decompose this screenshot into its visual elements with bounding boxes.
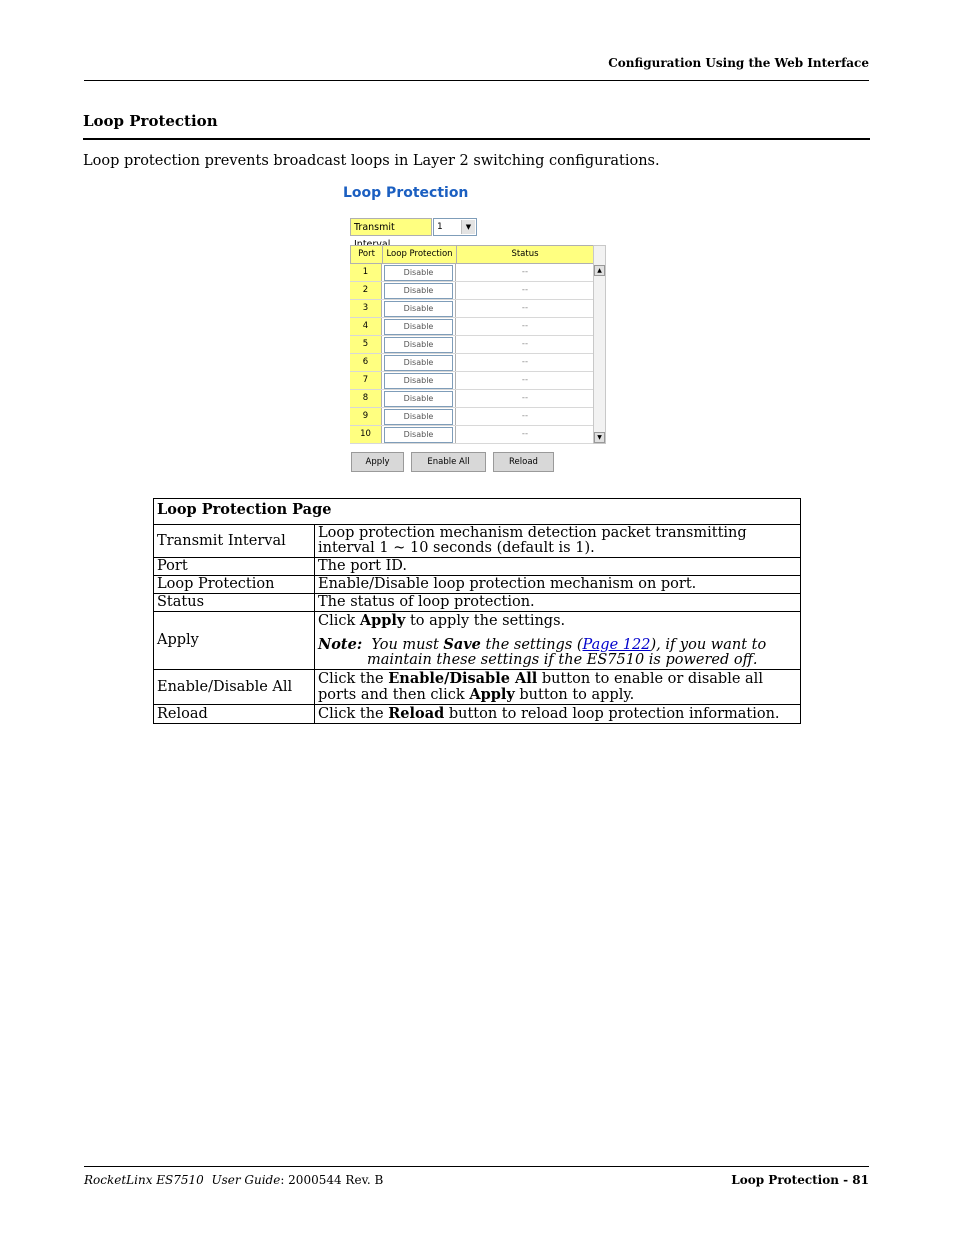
table-row xyxy=(350,354,594,372)
desc-cell: The port ID. xyxy=(315,558,801,576)
table-row xyxy=(154,705,801,724)
table-row xyxy=(154,525,801,558)
port-cell: 2 xyxy=(350,282,382,299)
loop-protection-select[interactable]: Disable xyxy=(384,391,453,407)
table-row xyxy=(154,612,801,670)
loop-protection-select[interactable]: Disable xyxy=(384,427,453,443)
port-cell: 3 xyxy=(350,300,382,317)
header-divider xyxy=(84,80,869,81)
status-cell: -- xyxy=(521,429,529,439)
table-row xyxy=(154,576,801,594)
desc-cell xyxy=(315,612,801,670)
product-name: RocketLinx ES7510 xyxy=(84,1173,204,1187)
port-cell: 1 xyxy=(350,264,382,281)
term-cell: Port xyxy=(154,558,315,576)
running-header: Configuration Using the Web Interface xyxy=(608,56,869,70)
loop-protection-select[interactable]: Disable xyxy=(384,409,453,425)
term-cell: Status xyxy=(154,594,315,612)
scroll-up-icon[interactable]: ▲ xyxy=(594,265,605,276)
port-table-header xyxy=(350,245,594,264)
table-heading: Loop Protection Page xyxy=(154,499,801,525)
term-cell: Enable/Disable All xyxy=(154,670,315,705)
loop-protection-select[interactable]: Disable xyxy=(384,283,453,299)
desc-cell: Click the Reload button to reload loop protection information. xyxy=(315,705,801,724)
table-row xyxy=(154,670,801,705)
desc-cell: Enable/Disable loop protection mechanism on port. xyxy=(315,576,801,594)
port-cell: 6 xyxy=(350,354,382,371)
loop-protection-select[interactable]: Disable xyxy=(384,319,453,335)
guide-name: User Guide xyxy=(211,1173,281,1187)
table-row xyxy=(350,426,594,444)
table-row xyxy=(154,594,801,612)
transmit-interval-label: Transmit xyxy=(350,218,432,236)
port-table xyxy=(350,245,594,444)
table-row xyxy=(350,372,594,390)
col-port-header: Port xyxy=(351,246,383,263)
panel-title: Loop Protection xyxy=(343,185,469,201)
desc-cell: Loop protection mechanism detection packet transmitting interval 1 ~ 10 seconds (default is 1). xyxy=(315,525,801,558)
section-title: Loop Protection xyxy=(83,112,218,130)
note-label: Note: xyxy=(318,636,363,653)
apply-desc: Click Apply to apply the settings. xyxy=(318,612,566,629)
footer-divider xyxy=(84,1166,869,1167)
scroll-down-icon[interactable]: ▼ xyxy=(594,432,605,443)
status-cell: -- xyxy=(521,303,529,313)
table-row xyxy=(350,408,594,426)
reload-button[interactable]: Reload xyxy=(493,452,554,472)
col-loop-protection-header: Loop Protection xyxy=(383,246,457,263)
term-cell: Transmit Interval xyxy=(154,525,315,558)
term-cell: Loop Protection xyxy=(154,576,315,594)
loop-protection-select[interactable]: Disable xyxy=(384,265,453,281)
apply-button[interactable]: Apply xyxy=(351,452,404,472)
footer-doc-info xyxy=(84,1173,383,1187)
status-cell: -- xyxy=(521,321,529,331)
note: Note: You must Save the settings (Page 122), if you want to maintain these settings if the ES7510 is powered off. xyxy=(318,636,767,668)
status-cell: -- xyxy=(521,339,529,349)
port-table-scrollbar[interactable] xyxy=(593,245,606,444)
port-cell: 10 xyxy=(350,426,382,443)
status-cell: -- xyxy=(521,393,529,403)
table-row xyxy=(350,336,594,354)
doc-number: : 2000544 Rev. B xyxy=(280,1173,384,1187)
port-cell: 4 xyxy=(350,318,382,335)
desc-cell: The status of loop protection. xyxy=(315,594,801,612)
table-row xyxy=(350,282,594,300)
status-cell: -- xyxy=(521,375,529,385)
table-row xyxy=(350,390,594,408)
status-cell: -- xyxy=(521,267,529,277)
transmit-interval-value: 1 xyxy=(437,222,443,232)
loop-protection-select[interactable]: Disable xyxy=(384,373,453,389)
page-number: Loop Protection - 81 xyxy=(731,1173,869,1187)
table-row xyxy=(350,300,594,318)
status-cell: -- xyxy=(521,411,529,421)
description-table xyxy=(153,498,801,724)
port-cell: 8 xyxy=(350,390,382,407)
term-cell: Reload xyxy=(154,705,315,724)
intro-paragraph: Loop protection prevents broadcast loops in Layer 2 switching configurations. xyxy=(83,153,660,169)
status-cell: -- xyxy=(521,285,529,295)
table-row xyxy=(350,318,594,336)
section-divider xyxy=(83,138,870,140)
transmit-interval-select[interactable] xyxy=(433,218,477,236)
desc-cell: Click the Enable/Disable All button to enable or disable all ports and then click Apply button to apply. xyxy=(315,670,801,705)
term-cell: Apply xyxy=(154,612,315,670)
loop-protection-select[interactable]: Disable xyxy=(384,355,453,371)
status-cell: -- xyxy=(521,357,529,367)
col-status-header: Status xyxy=(511,249,539,259)
loop-protection-select[interactable]: Disable xyxy=(384,301,453,317)
loop-protection-select[interactable]: Disable xyxy=(384,337,453,353)
page-link[interactable]: Page 122 xyxy=(582,637,651,653)
port-cell: 9 xyxy=(350,408,382,425)
enable-all-button[interactable]: Enable All xyxy=(411,452,486,472)
dropdown-arrow-icon[interactable]: ▼ xyxy=(461,220,475,234)
table-row xyxy=(350,264,594,282)
table-row xyxy=(154,558,801,576)
port-cell: 5 xyxy=(350,336,382,353)
port-cell: 7 xyxy=(350,372,382,389)
